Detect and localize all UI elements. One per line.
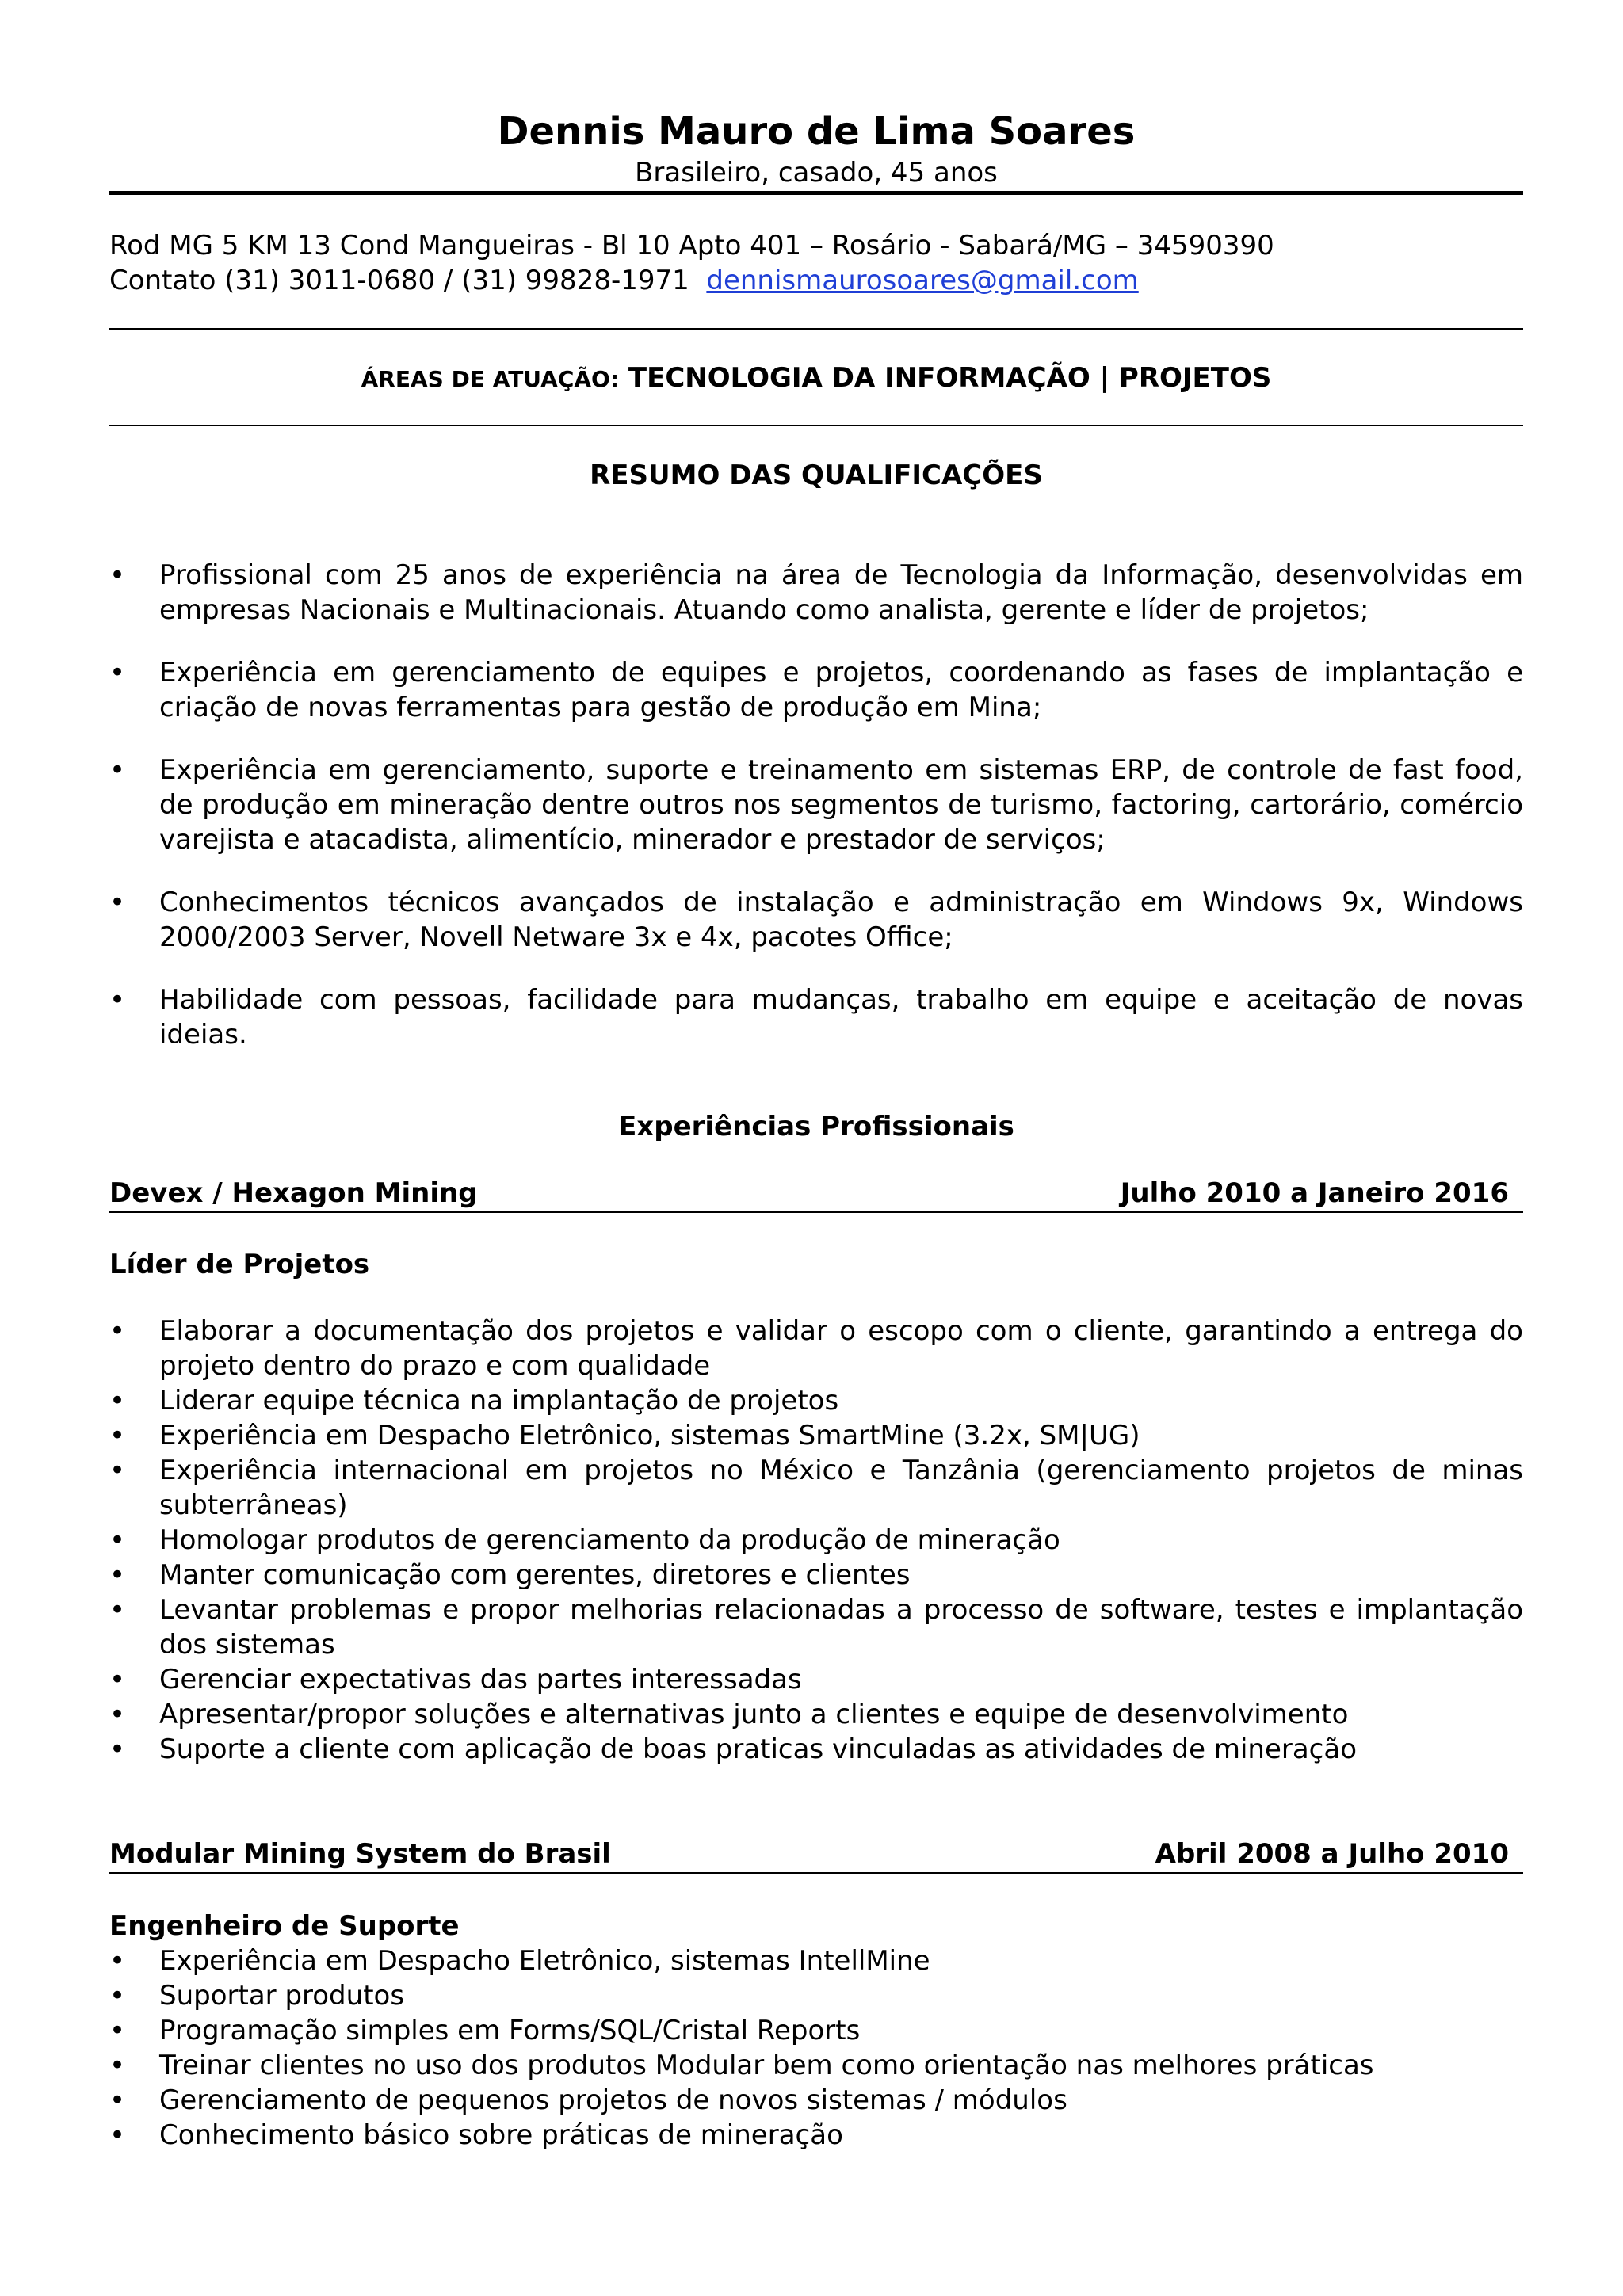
list-item: • Experiência em gerenciamento de equipes e projetos, coordenando as fases de implantação e criação de novas ferramentas para gestão de produção em Mina; (109, 655, 1523, 725)
divider (109, 328, 1523, 330)
areas-label: ÁREAS DE ATUAÇÃO: (361, 366, 620, 392)
candidate-name: Dennis Mauro de Lima Soares (497, 109, 1136, 154)
divider (109, 425, 1523, 426)
contact-line (109, 263, 1139, 298)
list-item: • Elaborar a documentação dos projetos e validar o escopo com o cliente, garantindo a entrega do projeto dentro do prazo e com qualidade (109, 1314, 1523, 1383)
job-duties-list (109, 1943, 1523, 2153)
candidate-subtitle: Brasileiro, casado, 45 anos (635, 157, 998, 189)
phone-numbers: Contato (31) 3011-0680 / (31) 99828-1971 (109, 265, 689, 296)
job-period: Abril 2008 a Julho 2010 (1155, 1838, 1509, 1870)
job-role: Líder de Projetos (109, 1249, 370, 1280)
list-item: • Gerenciamento de pequenos projetos de novos sistemas / módulos (109, 2083, 1523, 2118)
areas-value: TECNOLOGIA DA INFORMAÇÃO | PROJETOS (628, 362, 1272, 394)
list-item: • Experiência em Despacho Eletrônico, sistemas SmartMine (3.2x, SM|UG) (109, 1418, 1523, 1453)
company-name: Modular Mining System do Brasil (109, 1838, 611, 1870)
company-name: Devex / Hexagon Mining (109, 1177, 478, 1209)
header-divider (109, 191, 1523, 195)
job-role: Engenheiro de Suporte (109, 1910, 460, 1942)
list-item: • Habilidade com pessoas, facilidade para mudanças, trabalho em equipe e aceitação de novas ideias. (109, 982, 1523, 1052)
job-header (109, 1836, 1523, 1873)
job-header (109, 1176, 1523, 1212)
list-item: • Conhecimentos técnicos avançados de instalação e administração em Windows 9x, Windows 2000/2003 Server, Novell Netware 3x e 4x, pacotes Office; (109, 885, 1523, 955)
list-item: • Experiência em Despacho Eletrônico, sistemas IntellMine (109, 1943, 1523, 1978)
list-item: • Conhecimento básico sobre práticas de mineração (109, 2118, 1523, 2153)
email-link[interactable]: dennismaurosoares@gmail.com (706, 265, 1139, 296)
job-duties-list (109, 1314, 1523, 1767)
list-item: • Programação simples em Forms/SQL/Cristal Reports (109, 2013, 1523, 2048)
list-item: • Manter comunicação com gerentes, diretores e clientes (109, 1558, 1523, 1592)
qualifications-list (109, 558, 1523, 1080)
list-item: • Homologar produtos de gerenciamento da produção de mineração (109, 1523, 1523, 1558)
list-item: • Treinar clientes no uso dos produtos Modular bem como orientação nas melhores práticas (109, 2048, 1523, 2083)
list-item: • Experiência internacional em projetos no México e Tanzânia (gerenciamento projetos de minas subterrâneas) (109, 1453, 1523, 1523)
list-item: • Experiência em gerenciamento, suporte e treinamento em sistemas ERP, de controle de fast food, de produção em mineração dentre outros nos segmentos de turismo, factoring, cartorário, comércio varejista e atacadista, alimentício, minerador e prestador de serviços; (109, 753, 1523, 857)
areas-heading (109, 360, 1523, 397)
list-item: • Apresentar/propor soluções e alternativas junto a clientes e equipe de desenvolvimento (109, 1697, 1523, 1732)
experience-title: Experiências Profissionais (618, 1111, 1014, 1142)
job-divider (109, 1872, 1523, 1874)
list-item: • Liderar equipe técnica na implantação de projetos (109, 1383, 1523, 1418)
list-item: • Profissional com 25 anos de experiência na área de Tecnologia da Informação, desenvolvidas em empresas Nacionais e Multinacionais. Atuando como analista, gerente e líder de projetos; (109, 558, 1523, 627)
job-divider (109, 1211, 1523, 1213)
list-item: • Suporte a cliente com aplicação de boas praticas vinculadas as atividades de mineração (109, 1732, 1523, 1767)
address-line: Rod MG 5 KM 13 Cond Mangueiras - Bl 10 Apto 401 – Rosário - Sabará/MG – 34590390 (109, 230, 1274, 261)
list-item: • Gerenciar expectativas das partes interessadas (109, 1662, 1523, 1697)
qualifications-title: RESUMO DAS QUALIFICAÇÕES (590, 460, 1043, 491)
list-item: • Levantar problemas e propor melhorias relacionadas a processo de software, testes e implantação dos sistemas (109, 1592, 1523, 1662)
job-period: Julho 2010 a Janeiro 2016 (1120, 1177, 1509, 1209)
list-item: • Suportar produtos (109, 1978, 1523, 2013)
